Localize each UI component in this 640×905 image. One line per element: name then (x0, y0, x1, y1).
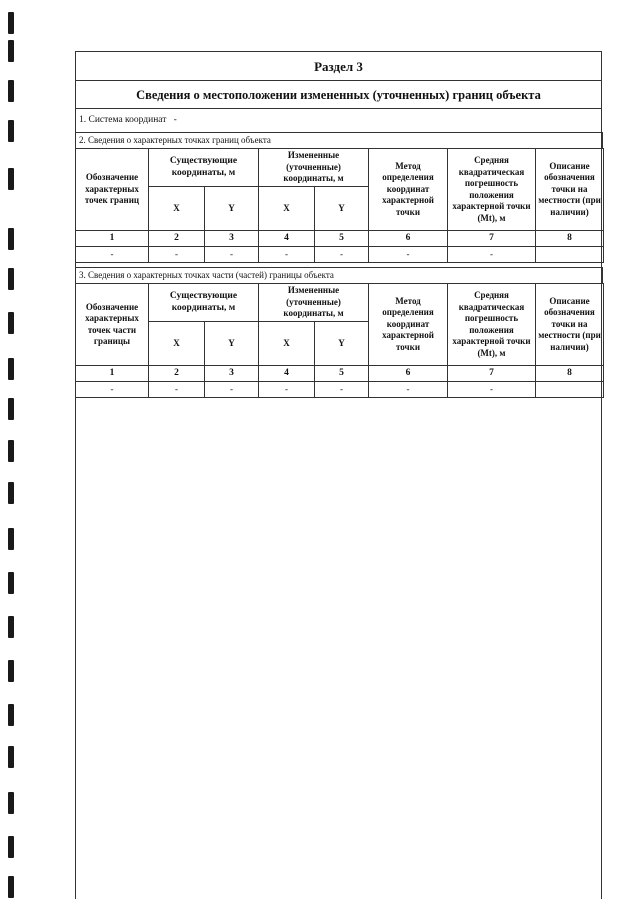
t1-col-existing: Существующие координаты, м (149, 149, 259, 187)
t2-col-error: Средняя квадратическая погрешность положения характерной точки (Mt), м (448, 284, 536, 366)
t2-x-existing: X (149, 322, 205, 366)
t2-cell: - (149, 382, 205, 398)
t1-y-changed: Y (315, 187, 369, 231)
t1-num: 8 (536, 231, 604, 247)
t2-col-method: Метод определения координат характерной точки (369, 284, 448, 366)
t2-x-changed: X (259, 322, 315, 366)
t1-cell: - (205, 247, 259, 263)
t1-cell: - (149, 247, 205, 263)
t1-num: 6 (369, 231, 448, 247)
t2-num: 5 (315, 366, 369, 382)
t1-table-row (76, 247, 604, 263)
t2-num: 2 (149, 366, 205, 382)
t2-num: 8 (536, 366, 604, 382)
t1-num: 5 (315, 231, 369, 247)
t2-table-row (76, 382, 604, 398)
coord-system (76, 111, 177, 130)
t2-num: 1 (76, 366, 149, 382)
t2-num: 4 (259, 366, 315, 382)
t1-col-changed: Измененные (уточненные) координаты, м (259, 149, 369, 187)
t1-num: 1 (76, 231, 149, 247)
table2-caption: 3. Сведения о характерных точках части (частей) границы объекта (75, 267, 603, 284)
table1-caption: 2. Сведения о характерных точках границ объекта (75, 132, 603, 149)
t1-col-method: Метод определения координат характерной точки (369, 149, 448, 231)
t1-x-existing: X (149, 187, 205, 231)
t1-num: 4 (259, 231, 315, 247)
t1-cell: - (315, 247, 369, 263)
document-sheet (75, 51, 602, 899)
t2-cell: - (76, 382, 149, 398)
t1-cell: - (259, 247, 315, 263)
t2-col-description: Описание обозначения точки на местности (при наличии) (536, 284, 604, 366)
t1-num: 7 (448, 231, 536, 247)
t2-y-changed: Y (315, 322, 369, 366)
coord-system-value: - (173, 115, 177, 125)
t2-cell: - (259, 382, 315, 398)
t2-num: 6 (369, 366, 448, 382)
t2-cell: - (369, 382, 448, 398)
t2-col-changed: Измененные (уточненные) координаты, м (259, 284, 369, 322)
t2-col-designation: Обозначение характерных точек части границы (76, 284, 149, 366)
t2-number-row (76, 366, 604, 382)
t1-cell (536, 247, 604, 263)
t1-num: 2 (149, 231, 205, 247)
section-subtitle: Сведения о местоположении измененных (уточненных) границ объекта (76, 81, 601, 109)
t2-num: 3 (205, 366, 259, 382)
t2-num: 7 (448, 366, 536, 382)
section-title: Раздел 3 (76, 52, 601, 81)
binding-holes (8, 0, 20, 905)
t1-number-row (76, 231, 604, 247)
t2-col-existing: Существующие координаты, м (149, 284, 259, 322)
t1-cell: - (448, 247, 536, 263)
t2-cell: - (448, 382, 536, 398)
t1-cell: - (76, 247, 149, 263)
t2-y-existing: Y (205, 322, 259, 366)
t2-cell: - (315, 382, 369, 398)
t1-y-existing: Y (205, 187, 259, 231)
coord-system-label: 1. Система координат (79, 115, 167, 125)
table2 (75, 283, 604, 398)
t2-cell (536, 382, 604, 398)
t1-cell: - (369, 247, 448, 263)
t1-num: 3 (205, 231, 259, 247)
t2-cell: - (205, 382, 259, 398)
t1-col-designation: Обозначение характерных точек границ (76, 149, 149, 231)
t1-col-description: Описание обозначения точки на местности (при наличии) (536, 149, 604, 231)
t1-col-error: Средняя квадратическая погрешность положения характерной точки (Mt), м (448, 149, 536, 231)
t1-x-changed: X (259, 187, 315, 231)
table1 (75, 148, 604, 263)
